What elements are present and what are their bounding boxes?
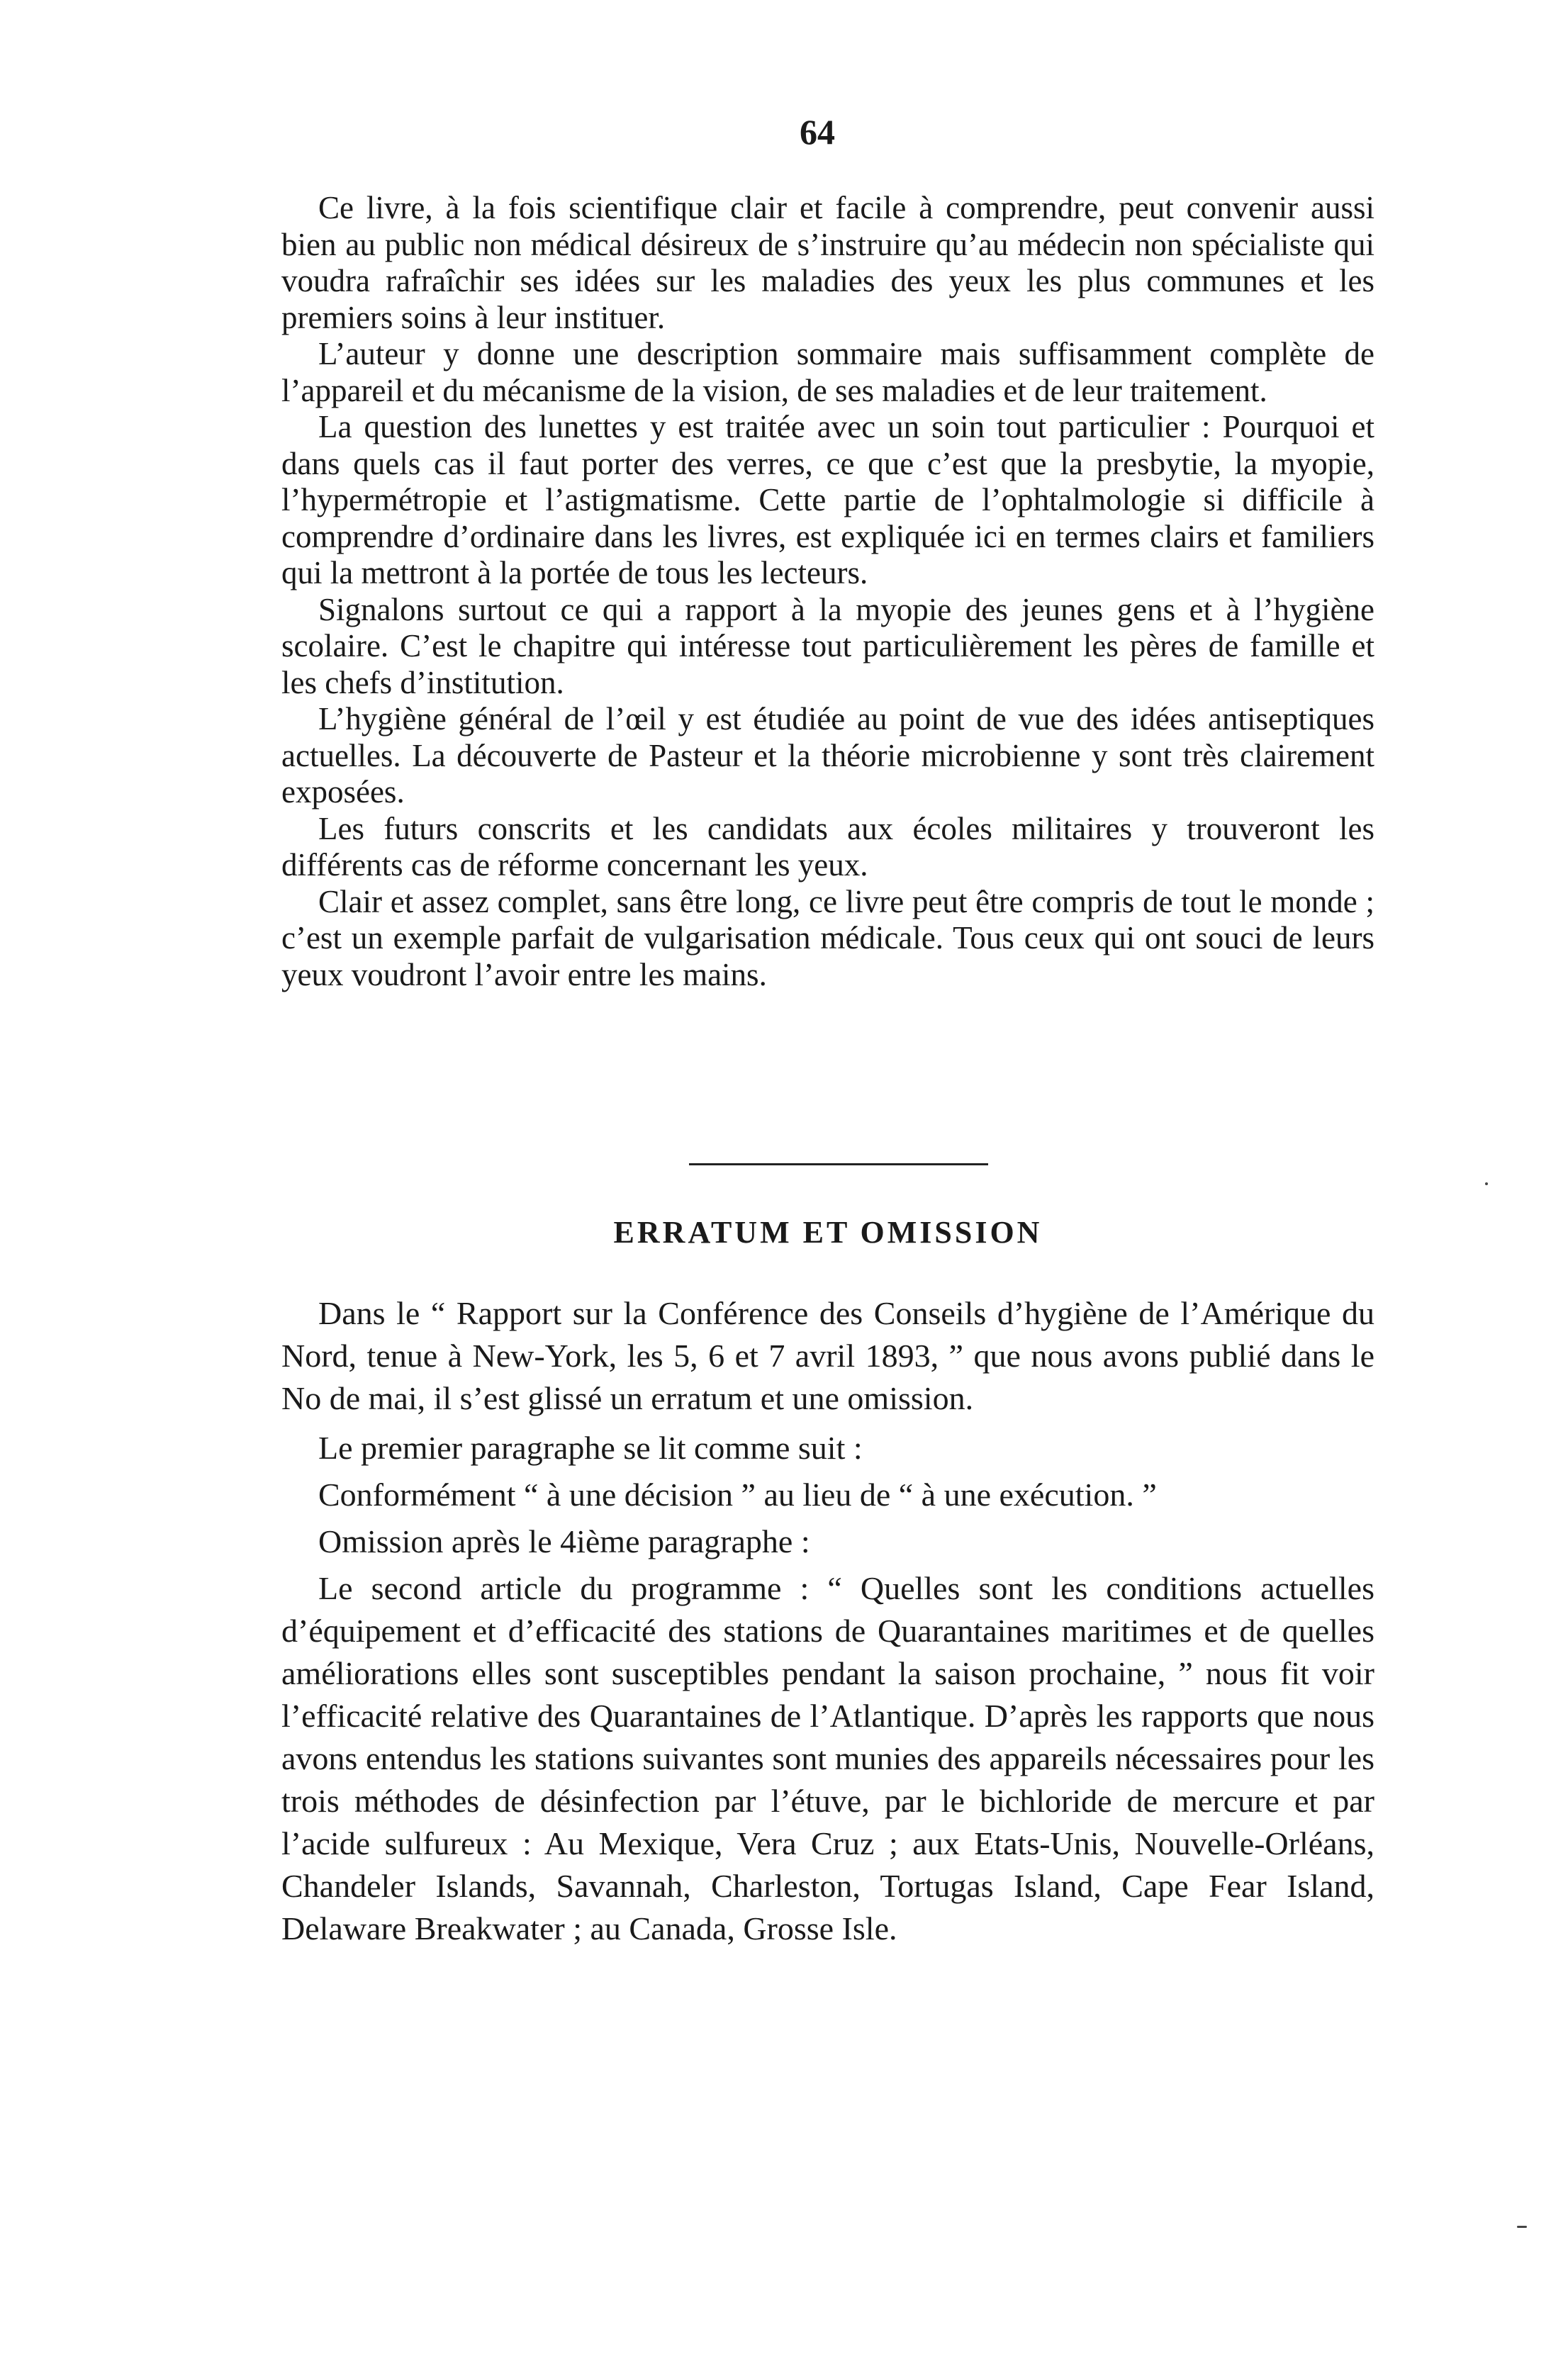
- scan-speck: [1517, 2226, 1527, 2228]
- review-paragraph: L’hygiène général de l’œil y est étudiée au point de vue des idées antiseptiques actuelles. La découverte de Pasteur et la théorie microbienne y sont très clairement exposées.: [281, 701, 1374, 810]
- section-heading: ERRATUM ET OMISSION: [613, 1215, 1043, 1250]
- review-paragraph: Ce livre, à la fois scientifique clair et facile à comprendre, peut convenir aussi bien au public non médical désireux de s’instruire qu’au médecin non spécialiste qui voudra rafraîchir ses idées sur les maladies des yeux les plus communes et les premiers soins à leur instituer.: [281, 190, 1374, 335]
- erratum-paragraph: Omission après le 4ième paragraphe :: [318, 1523, 810, 1559]
- erratum-paragraph: Le premier paragraphe se lit comme suit :: [318, 1430, 863, 1466]
- review-paragraph: Les futurs conscrits et les candidats aux écoles militaires y trouveront les différents cas de réforme concernant les yeux.: [281, 810, 1374, 883]
- book-review: [281, 190, 1374, 993]
- page-number: 64: [800, 112, 835, 152]
- review-paragraph: Signalons surtout ce qui a rapport à la myopie des jeunes gens et à l’hygiène scolaire. C’est le chapitre qui intéresse tout particulièrement les pères de famille et les chefs d’institution.: [281, 591, 1374, 700]
- review-paragraph: Clair et assez complet, sans être long, ce livre peut être compris de tout le monde ; c’est un exemple parfait de vulgarisation médicale. Tous ceux qui ont souci de leurs yeux voudront l’avoir entre les mains.: [281, 883, 1374, 992]
- erratum-paragraph: Dans le “ Rapport sur la Conférence des Conseils d’hygiène de l’Amérique du Nord, tenue à New-York, les 5, 6 et 7 avril 1893, ” que nous avons publié dans le No de mai, il s’est glissé un erratum et une omission.: [281, 1295, 1374, 1416]
- scan-speck: [1485, 1182, 1488, 1185]
- erratum-paragraph: Le second article du programme : “ Quelles sont les conditions actuelles d’équipement et d’efficacité des stations de Quarantaines maritimes et de quelles améliorations elles sont susceptibles pendant la saison prochaine, ” nous fit voir l’efficacité relative des Quarantaines de l’Atlantique. D’après les rapports que nous avons entendus les stations suivantes sont munies des appareils nécessaires pour les trois méthodes de désinfection par l’étuve, par le bichloride de mercure et par l’acide sulfureux : Au Mexique, Vera Cruz ; aux Etats-Unis, Nouvelle-Orléans, Chandeler Islands, Savannah, Charleston, Tortugas Island, Cape Fear Island, Delaware Breakwater ; au Canada, Grosse Isle.: [281, 1570, 1374, 1946]
- erratum-section: [281, 1292, 1374, 1957]
- review-paragraph: La question des lunettes y est traitée avec un soin tout particulier : Pourquoi et dans quels cas il faut porter des verres, ce que c’est que la presbytie, la myopie, l’hypermétropie et l’astigmatisme. Cette partie de l’ophtalmologie si difficile à comprendre d’ordinaire dans les livres, est expliquée ici en termes clairs et familiers qui la mettront à la portée de tous les lecteurs.: [281, 409, 1374, 590]
- review-paragraph: L’auteur y donne une description sommaire mais suffisamment complète de l’appareil et du mécanisme de la vision, de ses maladies et de leur traitement.: [281, 336, 1374, 408]
- section-divider: [689, 1163, 988, 1165]
- erratum-paragraph: Conformément “ à une décision ” au lieu de “ à une exécution. ”: [318, 1477, 1157, 1513]
